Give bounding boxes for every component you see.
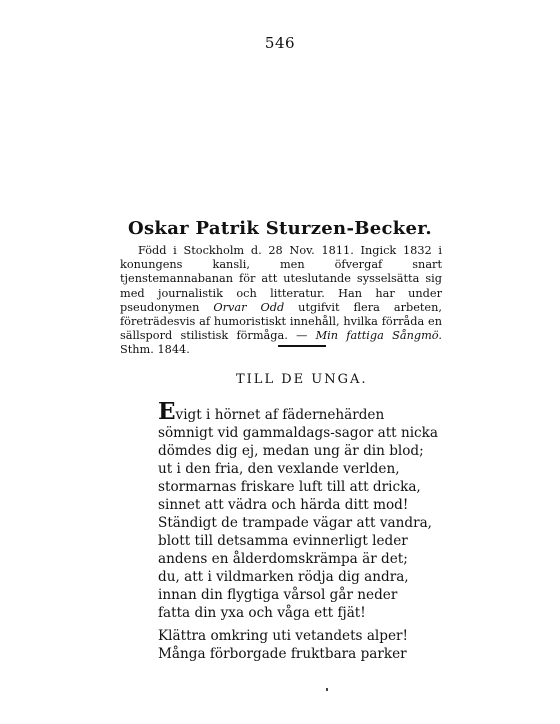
- poem-title: TILL DE UNGA.: [236, 372, 368, 387]
- poem-line: du, att i vildmarken rödja dig andra,: [158, 569, 409, 585]
- poem-stanza-2: [158, 514, 432, 622]
- author-biography: [120, 244, 442, 358]
- poem-line-text: vigt i hörnet af fädernehärden: [175, 407, 385, 423]
- poem-line: sinnet att vädra och härda ditt mod!: [158, 497, 409, 513]
- poem-line: ut i den fria, den vexlande verlden,: [158, 461, 400, 477]
- page-number: 546: [264, 34, 296, 52]
- poem-line: fatta din yxa och våga ett fjät!: [158, 605, 366, 621]
- print-speck: [326, 688, 328, 691]
- author-heading: Oskar Patrik Sturzen-Becker.: [128, 218, 432, 239]
- bio-text-1: Född i Stockholm d. 28 Nov. 1811. Ingick 1832 i konungens kansli, men öfvergaf snart tjenstemannabanan för att uteslutande sysselsätta sig med journalistik och litteratur. Han har under pseudonymen: [120, 244, 442, 314]
- bio-text-3: Sthm. 1844.: [120, 343, 190, 357]
- poem-line: blott till detsamma evinnerligt leder: [158, 533, 408, 549]
- poem-line: sömnigt vid gammaldags-sagor att nicka: [158, 425, 438, 441]
- dropcap-letter: E: [158, 398, 176, 425]
- poem-line: Klättra omkring uti vetandets alper!: [158, 628, 408, 644]
- poem-line: Många förborgade fruktbara parker: [158, 646, 407, 662]
- poem-line: Ständigt de trampade vägar att vandra,: [158, 515, 432, 531]
- bio-pseudonym: Orvar Odd: [213, 300, 285, 314]
- poem-stanza-1: [158, 398, 438, 514]
- poem-line: andens en ålderdomskrämpa är det;: [158, 551, 408, 567]
- poem-line: [158, 398, 438, 425]
- poem-line: stormarnas friskare luft till att dricka,: [158, 479, 421, 495]
- poem-stanza-3: [158, 627, 408, 663]
- bio-text-2: utgifvit flera arbeten, företrädesvis af humoristiskt innehåll, hvilka förråda en sällspord stilistisk förmåga. —: [120, 300, 442, 343]
- section-divider: [278, 345, 326, 347]
- bio-work-title: Min fattiga Sångmö.: [315, 329, 442, 343]
- poem-line: dömdes dig ej, medan ung är din blod;: [158, 443, 424, 459]
- poem-line: innan din flygtiga vårsol går neder: [158, 587, 398, 603]
